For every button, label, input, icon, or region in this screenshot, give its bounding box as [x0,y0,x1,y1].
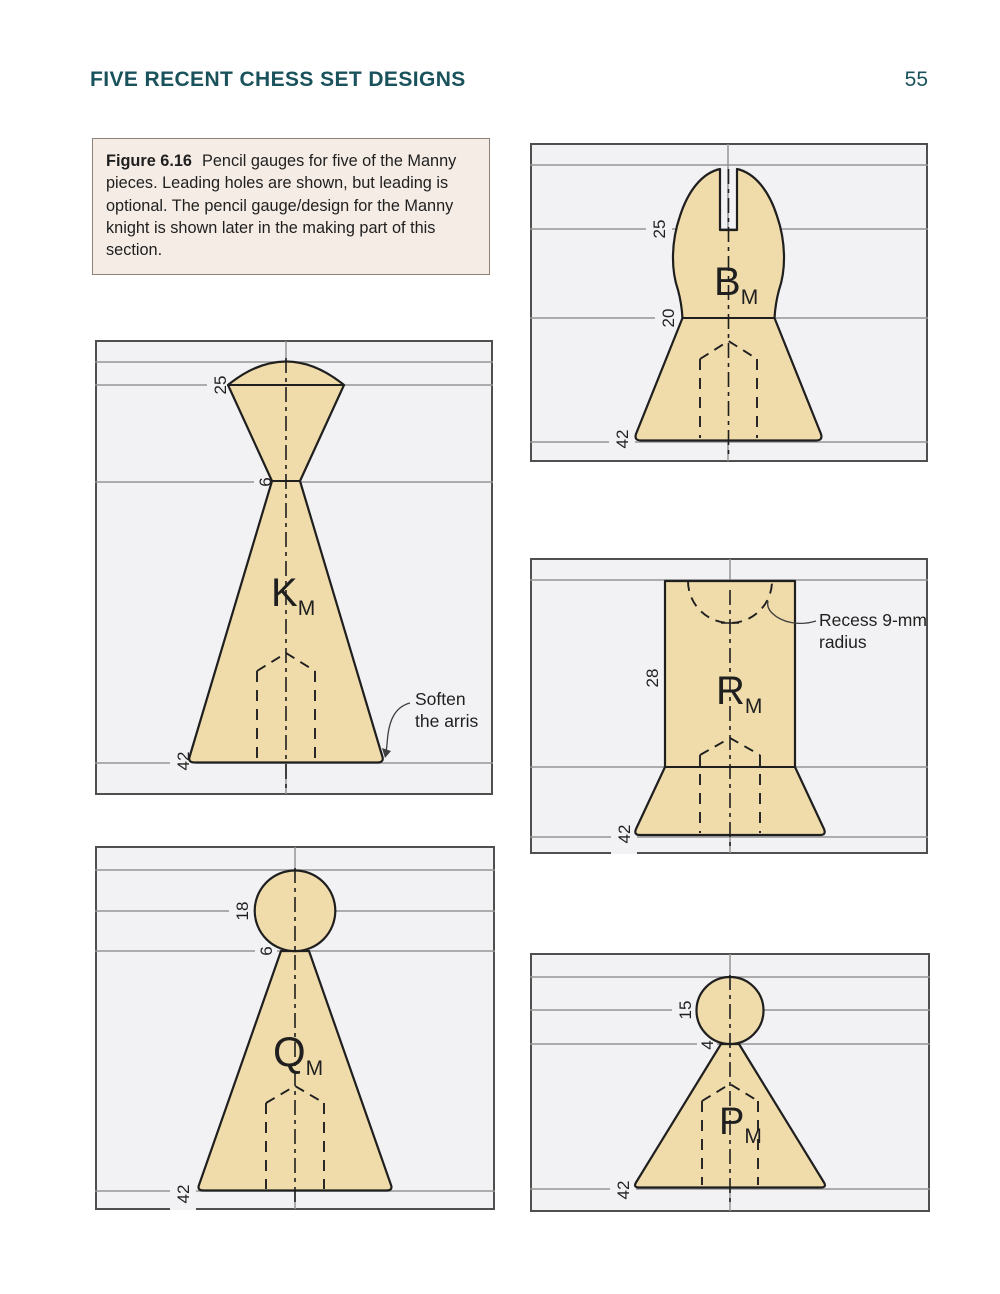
svg-text:15: 15 [676,1000,695,1020]
dim-base [174,1185,193,1204]
dim-base [615,825,634,844]
pawn-letter: P [719,1101,745,1143]
figure-caption-text: Pencil gauges for five of the Manny pieces. Leading holes are shown, but leading is optional. The pencil gauge/design for the Manny knight is shown later in the making part of this section. [106,152,457,260]
queen-letter: Q [273,1028,306,1075]
dim-neck [698,1040,717,1049]
recess-note-line2: radius [819,632,867,652]
pawn-gauge-diagram [530,953,930,1212]
pawn-subscript: M [744,1125,762,1148]
svg-text:6: 6 [256,477,275,487]
dim-waist [256,477,275,486]
dim-body [643,669,662,688]
soften-arris-note-line1: Soften [415,689,466,709]
queen-gauge-diagram [95,846,495,1210]
svg-text:25: 25 [650,219,669,239]
rook-subscript: M [744,695,763,718]
svg-text:4: 4 [698,1040,717,1050]
dim-head [676,1001,695,1020]
svg-text:42: 42 [174,751,193,771]
svg-text:42: 42 [613,429,632,449]
bishop-subscript: M [740,286,759,309]
svg-text:25: 25 [211,375,230,395]
dim-head [233,902,252,921]
bishop-gauge-diagram [530,143,928,462]
recess-note-line1: Recess 9-mm [819,610,927,630]
svg-text:18: 18 [233,901,252,921]
dim-top [211,376,230,395]
figure-label: Figure 6.16 [106,152,192,170]
dim-base [174,752,193,771]
king-letter: K [271,571,298,615]
king-subscript: M [297,597,316,620]
svg-text:6: 6 [257,946,276,956]
dim-waist [659,309,678,328]
bishop-letter: B [714,260,741,304]
svg-text:28: 28 [643,668,662,688]
rook-letter: R [716,669,745,713]
svg-text:42: 42 [614,1180,633,1200]
soften-arris-note-line2: the arris [415,711,479,731]
page-number: 55 [904,68,928,91]
dim-top [650,220,669,239]
dim-base [614,1181,633,1200]
figure-caption [92,138,490,275]
rook-gauge-diagram [530,558,928,854]
svg-text:20: 20 [659,308,678,328]
svg-text:42: 42 [615,824,634,844]
page-title: FIVE RECENT CHESS SET DESIGNS [90,68,466,91]
svg-text:42: 42 [174,1184,193,1204]
dim-base [613,430,632,449]
dim-neck [257,946,276,955]
king-gauge-diagram [95,340,493,795]
queen-subscript: M [305,1057,324,1080]
